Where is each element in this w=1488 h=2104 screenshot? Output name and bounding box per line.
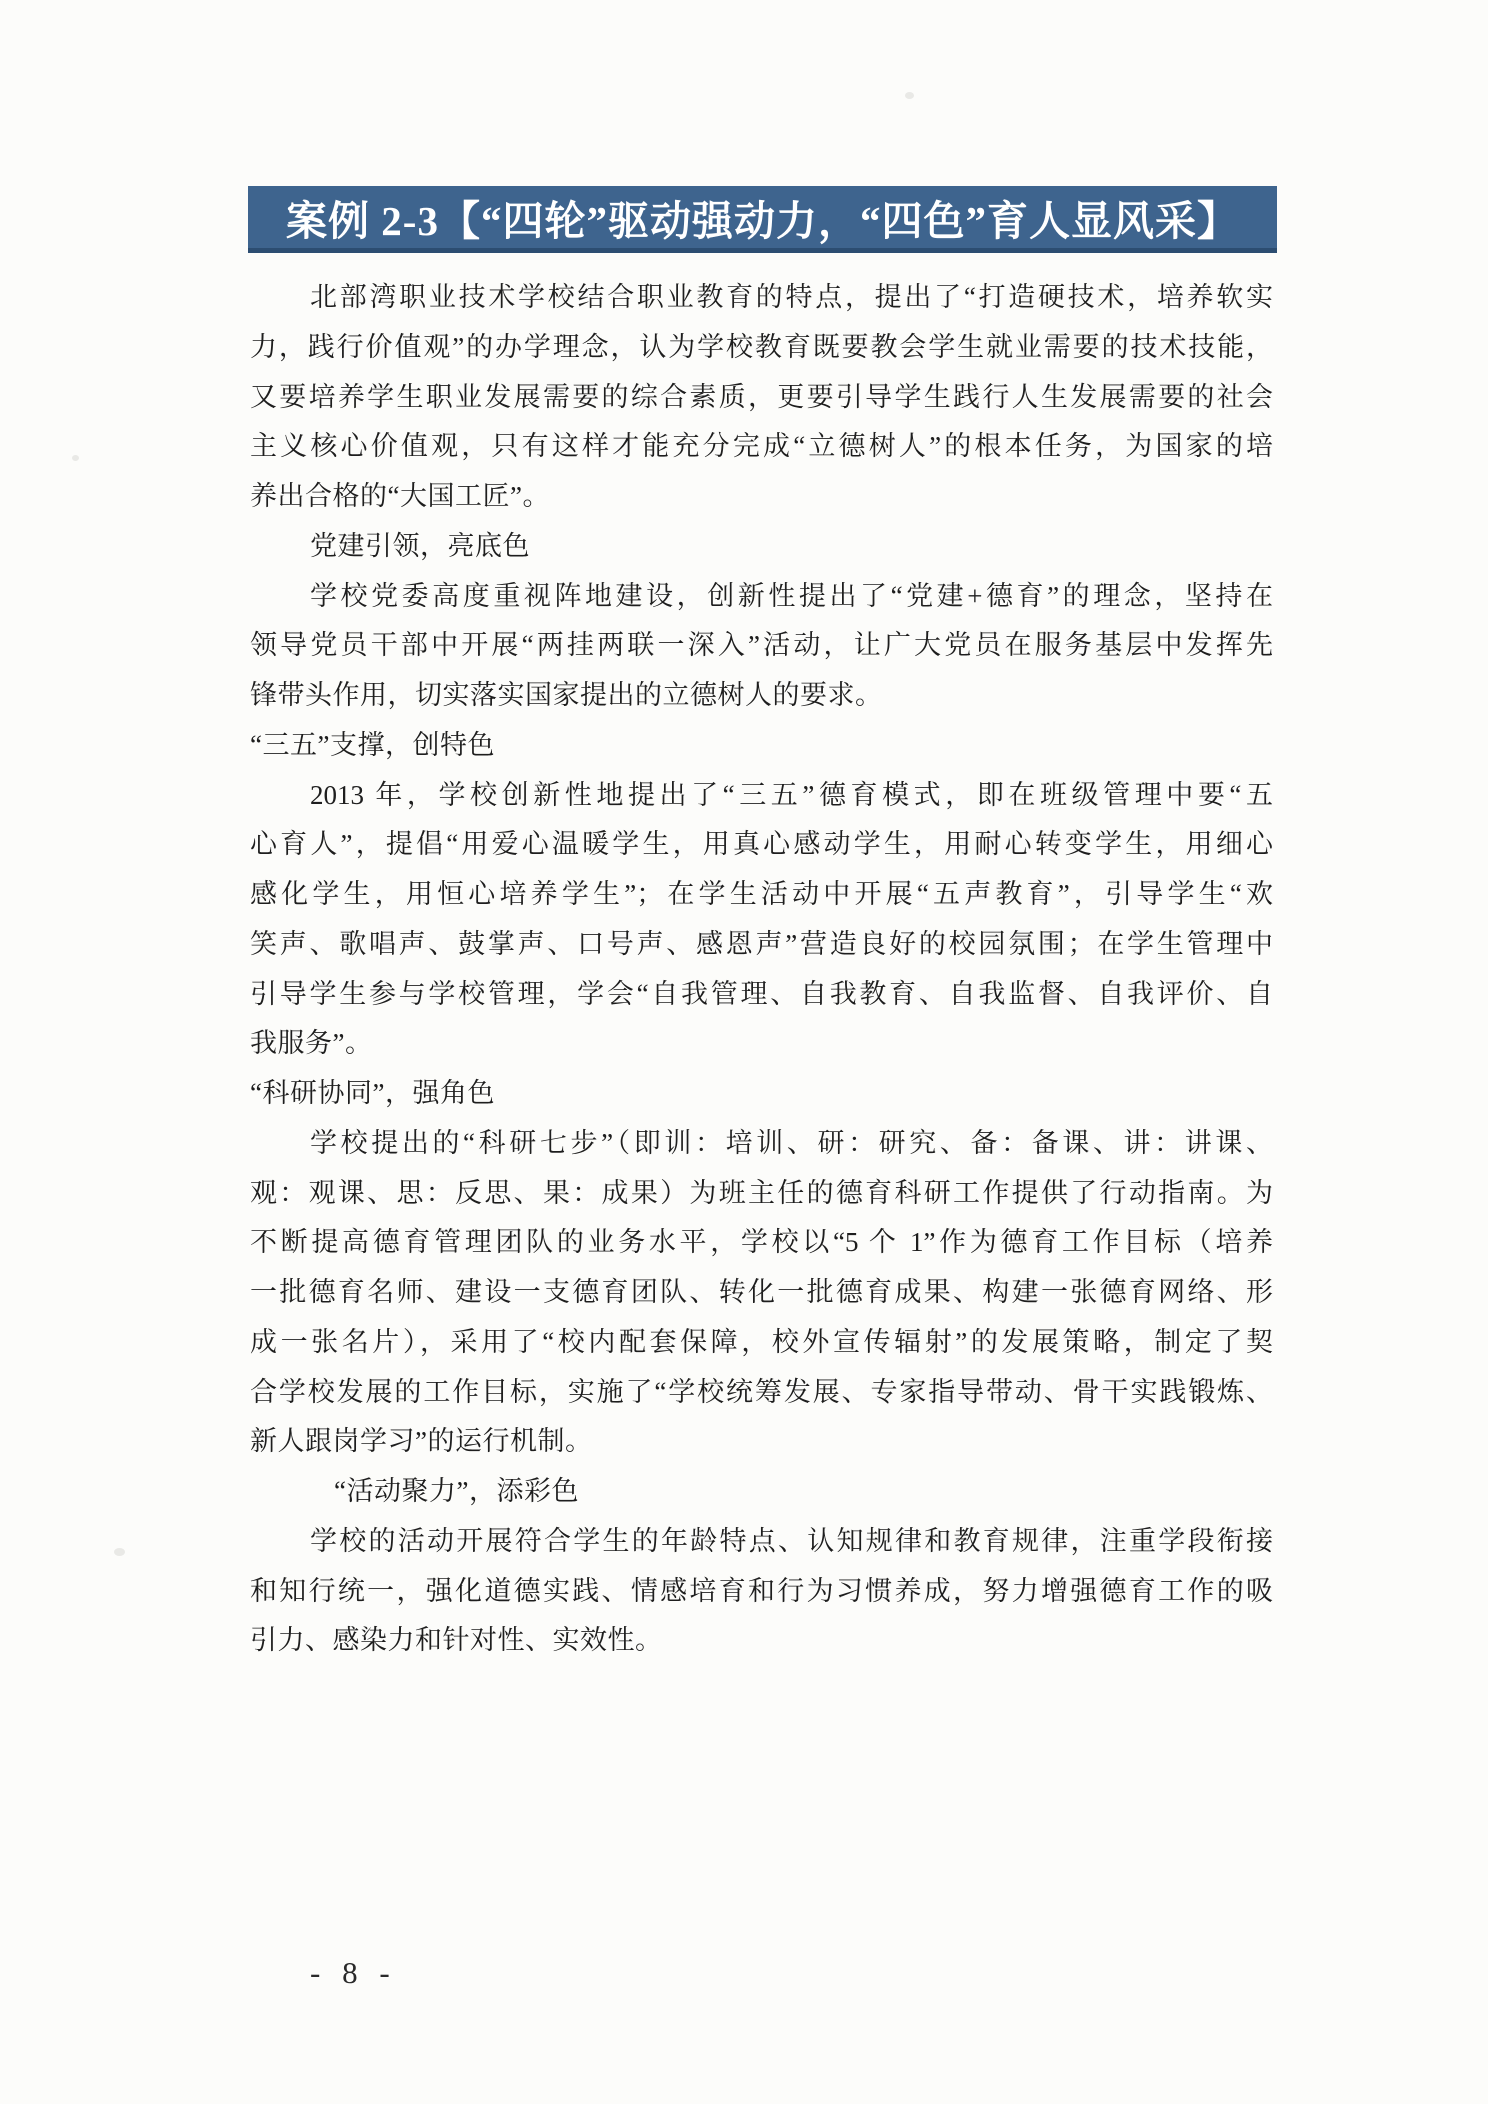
- heading-line: “科研协同”，强角色: [250, 1078, 495, 1108]
- paragraph-line: 新人跟岗学习”的运行机制。: [250, 1426, 593, 1457]
- paragraph-line: 领导党员干部中开展“两挂两联一深入”活动，让广大党员在服务基层中发挥先: [250, 630, 1273, 661]
- page-number: - 8 -: [310, 1955, 397, 1990]
- paragraph-line: 我服务”。: [250, 1028, 373, 1059]
- paragraph-line: 观：观课、思：反思、果：成果）为班主任的德育科研工作提供了行动指南。为: [250, 1177, 1273, 1208]
- paragraph-line: 和知行统一，强化道德实践、情感培育和行为习惯养成，努力增强德育工作的吸: [250, 1575, 1273, 1606]
- section-heading: [250, 1467, 1273, 1517]
- paragraph-line: 引力、感染力和针对性、实效性。: [250, 1625, 663, 1656]
- heading-line: 党建引领，亮底色: [310, 530, 530, 561]
- case-banner: [248, 186, 1277, 253]
- paragraph-line: 2013 年，学校创新性地提出了“三五”德育模式，即在班级管理中要“五: [310, 779, 1273, 810]
- paragraph-line: 北部湾职业技术学校结合职业教育的特点，提出了“打造硬技术，培养软实: [310, 282, 1273, 312]
- section-heading: [250, 522, 1273, 572]
- body-paragraph: [250, 1119, 1273, 1467]
- heading-line: “活动聚力”，添彩色: [334, 1476, 579, 1506]
- body-paragraph: [250, 1517, 1273, 1666]
- paragraph-line: 养出合格的“大国工匠”。: [250, 481, 550, 511]
- paragraph-line: 锋带头作用，切实落实国家提出的立德树人的要求。: [250, 680, 883, 710]
- paragraph-line: 笑声、歌唱声、鼓掌声、口号声、感恩声”营造良好的校园氛围；在学生管理中: [250, 928, 1273, 959]
- paragraph-line: 学校党委高度重视阵地建设，创新性提出了“党建+德育”的理念，坚持在: [310, 580, 1273, 611]
- paragraph-line: 不断提高德育管理团队的业务水平，学校以“5 个 1”作为德育工作目标（培养: [250, 1227, 1273, 1258]
- scan-speck: [114, 1548, 125, 1556]
- paragraph-line: 心育人”，提倡“用爱心温暖学生，用真心感动学生，用耐心转变学生，用细心: [250, 829, 1273, 860]
- body-paragraph: [250, 572, 1273, 721]
- document-body: [250, 273, 1273, 1666]
- heading-line: “三五”支撑，创特色: [250, 729, 495, 760]
- paragraph-line: 一批德育名师、建设一支德育团队、转化一批德育成果、构建一张德育网络、形: [250, 1277, 1273, 1307]
- scan-speck: [72, 455, 79, 461]
- paragraph-line: 成一张名片），采用了“校内配套保障，校外宣传辐射”的发展策略，制定了契: [250, 1326, 1273, 1357]
- section-heading: [250, 1069, 1273, 1119]
- section-heading: [250, 721, 1273, 771]
- paragraph-line: 力，践行价值观”的办学理念，认为学校教育既要教会学生就业需要的技术技能，: [250, 331, 1273, 362]
- paragraph-line: 感化学生，用恒心培养学生”；在学生活动中开展“五声教育”，引导学生“欢: [250, 879, 1273, 909]
- body-paragraph: [250, 771, 1273, 1070]
- paragraph-line: 引导学生参与学校管理，学会“自我管理、自我教育、自我监督、自我评价、自: [250, 978, 1273, 1009]
- paragraph-line: 学校的活动开展符合学生的年龄特点、认知规律和教育规律，注重学段衔接: [310, 1525, 1273, 1556]
- scan-speck: [905, 92, 914, 99]
- paragraph-line: 学校提出的“科研七步”（即训：培训、研：研究、备：备课、讲：讲课、: [310, 1127, 1273, 1158]
- paragraph-line: 主义核心价值观，只有这样才能充分完成“立德树人”的根本任务，为国家的培: [250, 431, 1273, 462]
- paragraph-line: 又要培养学生职业发展需要的综合素质，更要引导学生践行人生发展需要的社会: [250, 381, 1273, 412]
- body-paragraph: [250, 273, 1273, 522]
- paragraph-line: 合学校发展的工作目标，实施了“学校统筹发展、专家指导带动、骨干实践锻炼、: [250, 1376, 1273, 1407]
- case-banner-title: 案例 2-3【“四轮”驱动强动力，“四色”育人显风采】: [286, 197, 1239, 244]
